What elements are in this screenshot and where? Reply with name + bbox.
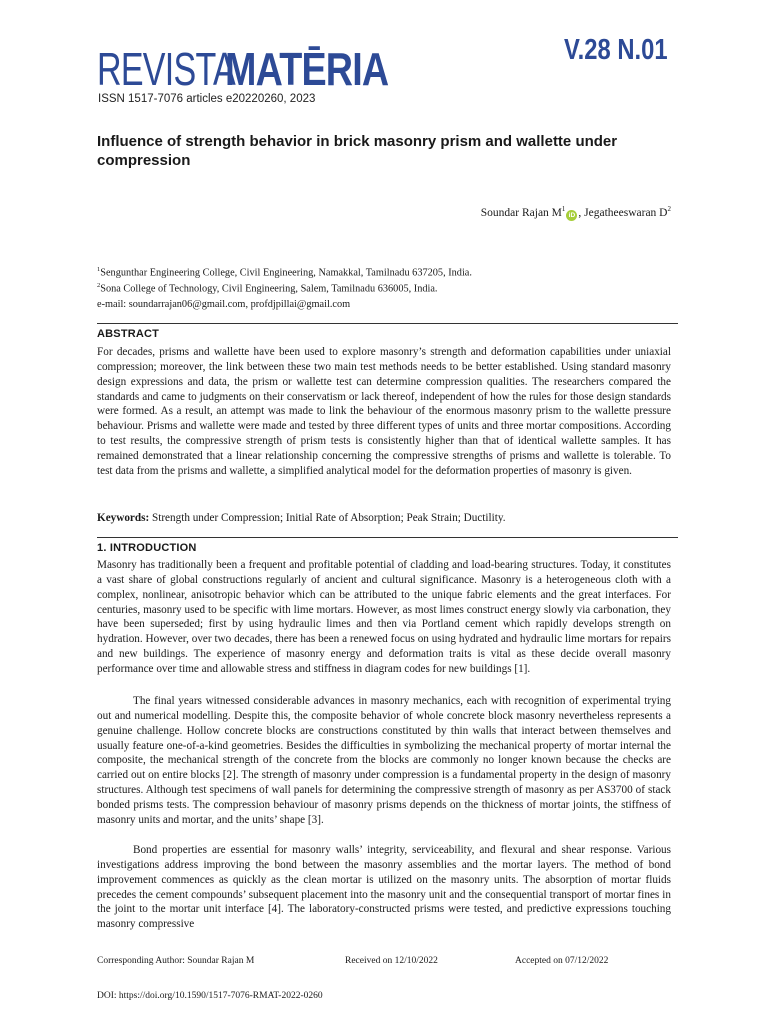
corresponding-author: Corresponding Author: Soundar Rajan M <box>97 956 255 966</box>
abstract-text: For decades, prisms and wallette have been used to explore masonry’s strength and deformation capabilities under uniaxial compression; moreover, the link between these two main test methods needs to be better established. Using standard masonry design expressions and data, the prism or wallette test can determine compression qualities. The researchers compared the standards and came to judgments on their conservatism or lack thereof, independent of how the rules for those design standards were formed. As a result, an attempt was made to link the behaviour of the enormous masonry prism to the wallette pressure behaviour. Prisms and wallette were made and tested by three different types of units and three mortar compositions. According to test results, the compressive strength of prism tests is consistently higher than that of identical wallette samples. It has remained demonstrated that a linear relationship concerning the compressive strengths of prisms and wallette is tolerable. To test data from the prisms and wallette, a simplified analytical model for the deformation properties of masonry is given. <box>97 346 671 477</box>
journal-logo-light: REVISTA <box>97 43 235 95</box>
introduction-heading: 1. INTRODUCTION <box>97 542 197 554</box>
keywords-line <box>97 512 506 524</box>
author-name: Soundar Rajan M <box>480 206 562 219</box>
intro-paragraph: Masonry has traditionally been a frequent and profitable potential of cladding and load-bearing structures. Today, it constitutes a vast share of global constructions regularly of ancient and cultural significance. Masonry is a heterogeneous cloth with a complex, nonlinear, anisotropic behavior which can be attributed to the unique fabric elements and the great interfaces. For centuries, masonry used to be specific with lime mortars. However, as most limes construct energy slowly via carbonation, they have been superseded; first by using hydraulic limes and then via Portland cement which rapidly develops strength on hydration. However, over two decades, there has been a renewed focus on using hydrated and hydraulic lime mortars for repairs and new buildings. The experience of masonry energy and deformation traits is vital as these decide overall masonry performance over time and allowable stress and stiffness in diagram codes for new buildings [1]. <box>97 559 671 675</box>
keywords-list: Strength under Compression; Initial Rate of Absorption; Peak Strain; Ductility. <box>149 512 506 524</box>
author-name: Jegatheeswaran D <box>584 206 668 219</box>
affiliation-mark: 2 <box>97 282 101 289</box>
orcid-icon[interactable]: iD <box>566 210 577 221</box>
received-date: Received on 12/10/2022 <box>345 956 438 966</box>
affiliation-text: Sona College of Technology, Civil Engineering, Salem, Tamilnadu 636005, India. <box>100 283 438 295</box>
affiliation-text: Sengunthar Engineering College, Civil Engineering, Namakkal, Tamilnadu 637205, India. <box>100 267 472 279</box>
section-divider <box>97 537 678 538</box>
affiliation-2 <box>97 282 438 294</box>
affiliation-1 <box>97 266 472 278</box>
issue-number: V.28 N.01 <box>564 34 668 66</box>
intro-paragraph: The final years witnessed considerable advances in masonry mechanics, each with recognition of experimental trying out and numerical modelling. Despite this, the composite behavior of whole concrete block masonry nevertheless represents a genuine challenge. Hollow concrete blocks are constructions constituted by thin walls that interact between themselves and usually feature one-of-a-kind geometries. Besides the difficulties in symbolizing the mechanical property of mortar internal the composite, the mechanical strength of the concrete from the blocks are commonly no longer known because the checks are carried out on entire blocks [2]. The strength of masonry under compression is a fundamental property in the design of masonry structures. Although test specimens of wall panels for determining the compressive strength of masonry as per AS3700 of stack bonded prisms tests. The compression behaviour of masonry prisms depends on the thickness of mortar joints, the stiffness of masonry units and mortar, and the units’ shape [3]. <box>97 695 671 826</box>
journal-logo-bold: MATĒRIA <box>225 43 389 95</box>
journal-logo <box>97 42 389 95</box>
author-line <box>481 205 671 221</box>
affiliation-mark: 1 <box>97 266 101 273</box>
author-affiliation-mark: 1 <box>561 205 566 213</box>
author-separator: , <box>578 206 585 219</box>
doi-link[interactable]: DOI: https://doi.org/10.1590/1517-7076-RMAT-2022-0260 <box>97 991 323 1001</box>
abstract-heading: ABSTRACT <box>97 328 160 340</box>
article-title: Influence of strength behavior in brick masonry prism and wallette under compression <box>97 133 618 169</box>
keywords-label: Keywords: <box>97 512 150 524</box>
issn-line: ISSN 1517-7076 articles e20220260, 2023 <box>98 93 316 105</box>
section-divider <box>97 323 678 324</box>
accepted-date: Accepted on 07/12/2022 <box>515 956 609 966</box>
intro-paragraph: Bond properties are essential for masonry walls’ integrity, serviceability, and flexural and shear response. Various investigations address improving the bond between the masonry assemblies and the mortar layers. The method of bond improvement commences as quickly as the clean mortar is utilized on the masonry units. The absorption of mortar fluids precedes the cement compounds’ subsequent placement into the masonry unit and the consequential transport of mortar fines in the joint to the mortar unit interface [4]. The laboratory-constructed prisms were tested, and predictive expressions touching masonry compressive <box>97 844 671 931</box>
email-line: e-mail: soundarrajan06@gmail.com, profdjpillai@gmail.com <box>97 299 351 310</box>
author-affiliation-mark: 2 <box>667 205 671 213</box>
